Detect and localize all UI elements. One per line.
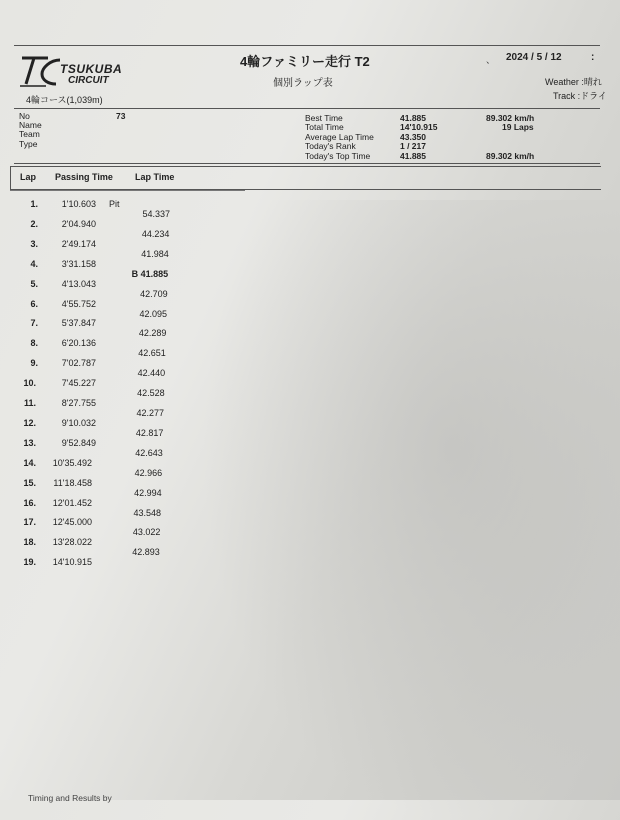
top-time-label: Today's Top Time (305, 151, 371, 161)
info-bottom-rule (14, 163, 600, 164)
passing-time: 7'02.787 (61, 358, 96, 369)
lap-number: 2. (30, 218, 38, 229)
value-no: 73 (116, 111, 126, 121)
lap-number: 14. (23, 457, 36, 468)
lap-time: 42.651 (138, 348, 166, 359)
passing-time: 8'27.755 (61, 398, 96, 408)
passing-time: 5'37.847 (61, 318, 96, 329)
paper-shadow (200, 200, 620, 820)
track-label: Track :ドライ (553, 91, 607, 101)
best-time-label: Best Time (305, 113, 343, 123)
lap-time: 42.966 (134, 467, 163, 478)
laps-count: 19 Laps (502, 122, 534, 132)
lap-number: 16. (23, 497, 36, 508)
lap-time: B 41.885 (131, 268, 169, 279)
passing-time: 7'45.227 (61, 378, 96, 389)
lap-number: 17. (23, 517, 36, 528)
lap-number: 1. (30, 199, 38, 209)
total-time-value: 14'10.915 (400, 122, 438, 132)
lap-number: 3. (30, 238, 38, 249)
col-passing-time: Passing Time (55, 172, 113, 182)
lap-number: 10. (23, 378, 36, 389)
passing-time: 14'10.915 (52, 557, 92, 568)
logo-text-tsukuba: TSUKUBA (60, 62, 123, 76)
report-subtitle: 個別ラップ表 (273, 78, 333, 89)
lap-time: 54.337 (142, 209, 170, 219)
passing-time: 6'20.136 (61, 338, 96, 349)
event-title: 4輪ファミリー走行 T2 (240, 54, 370, 69)
passing-time: 2'49.174 (61, 238, 96, 249)
lap-time: 44.234 (141, 228, 170, 239)
lap-number: 6. (30, 298, 38, 309)
passing-time: 10'35.492 (52, 457, 92, 468)
lap-time: 42.095 (139, 308, 167, 319)
lap-number: 12. (23, 417, 36, 428)
lap-number: 15. (23, 477, 36, 488)
avg-time-value: 43.350 (400, 132, 426, 142)
event-date: 2024 / 5 / 12 (506, 52, 562, 63)
best-time-value: 41.885 (400, 113, 426, 123)
lap-number: 13. (23, 437, 36, 448)
lap-number: 18. (23, 537, 36, 548)
logo-text-circuit: CIRCUIT (68, 75, 109, 86)
avg-time-label: Average Lap Time (305, 132, 374, 142)
lap-number: 7. (30, 318, 38, 329)
passing-time: 4'13.043 (61, 278, 96, 289)
lap-number: 9. (30, 358, 38, 369)
col-lap-time: Lap Time (135, 172, 175, 182)
label-name: Name (19, 120, 42, 130)
col-lap: Lap (20, 172, 37, 182)
lap-number: 8. (30, 338, 38, 349)
label-no: No (19, 111, 30, 121)
passing-time: 12'45.000 (52, 517, 92, 528)
passing-time: 13'28.022 (52, 537, 92, 548)
lap-number: 11. (23, 398, 36, 408)
lap-number: 19. (23, 557, 36, 568)
passing-time: 3'31.158 (61, 258, 96, 269)
lap-time: 43.548 (133, 507, 161, 518)
lap-time: 42.440 (137, 368, 166, 379)
pit-marker: Pit (109, 199, 120, 209)
label-type: Type (19, 139, 38, 149)
passing-time: 9'10.032 (61, 417, 96, 428)
label-team: Team (19, 129, 40, 139)
rank-label: Today's Rank (305, 141, 356, 151)
total-time-label: Total Time (305, 122, 344, 132)
top-time-value: 41.885 (400, 151, 426, 161)
lap-time: 42.994 (134, 487, 162, 498)
table-header (10, 166, 601, 190)
lap-time: 42.643 (135, 447, 163, 458)
passing-time: 11'18.458 (53, 477, 92, 488)
lap-time: 41.984 (141, 248, 169, 259)
passing-time: 4'55.752 (61, 298, 96, 309)
lap-time: 42.277 (136, 408, 164, 418)
lap-time: 42.817 (135, 427, 164, 438)
course-label: 4輪コース(1,039m) (26, 95, 103, 105)
dot-mark: 、 (486, 55, 496, 65)
weather-label: Weather :晴れ (545, 77, 602, 87)
date-colon: : (591, 52, 595, 63)
rank-value: 1 / 217 (400, 141, 426, 151)
lap-time: 42.289 (138, 328, 167, 339)
top-rule (14, 45, 600, 46)
footer-credit: Timing and Results by (28, 793, 112, 803)
tsukuba-circuit-logo (16, 50, 166, 90)
lap-number: 5. (30, 278, 38, 289)
passing-time: 2'04.940 (61, 218, 96, 229)
top-speed-value: 89.302 km/h (486, 151, 535, 161)
lap-time: 42.709 (140, 288, 168, 299)
lap-number: 4. (30, 258, 38, 269)
lap-time: 42.893 (132, 547, 160, 558)
best-speed-value: 89.302 km/h (486, 113, 535, 123)
passing-time: 1'10.603 (61, 199, 96, 209)
passing-time: 12'01.452 (52, 497, 92, 508)
lap-time: 42.528 (137, 388, 165, 399)
table-header-underline (10, 190, 245, 191)
info-top-rule (14, 108, 600, 109)
passing-time: 9'52.849 (61, 437, 96, 448)
lap-time: 43.022 (132, 527, 161, 538)
